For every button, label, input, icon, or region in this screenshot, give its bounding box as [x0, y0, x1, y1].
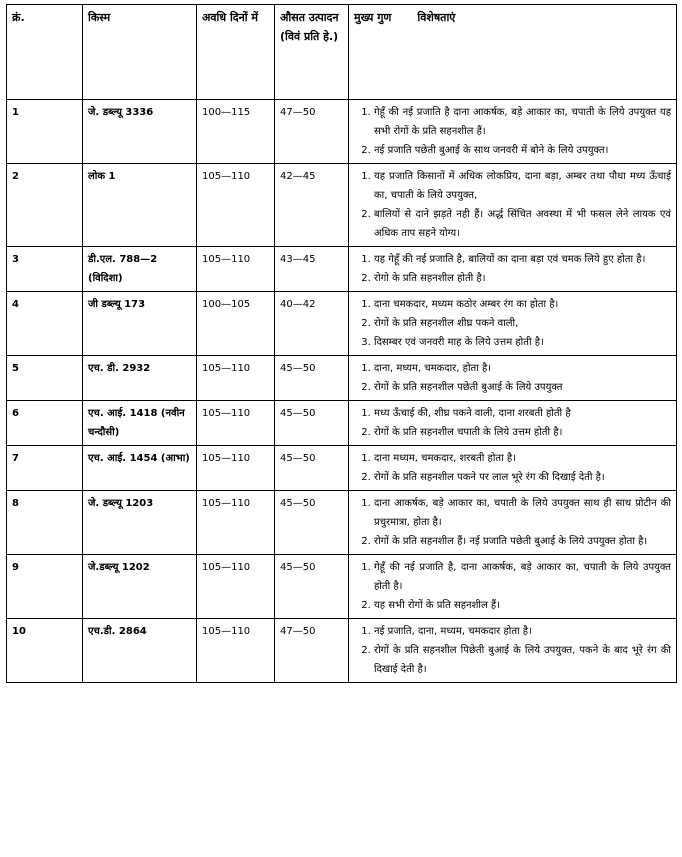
features-list: [354, 494, 671, 551]
yield-cell: 40—42: [275, 292, 349, 356]
table-row: [7, 247, 677, 292]
variety-cell: एच. आई. 1454 (आभा): [83, 446, 197, 491]
features-cell: [349, 100, 677, 164]
features-cell: [349, 619, 677, 683]
feature-item: 1. मध्य ऊँचाई की, शीघ्र पकने वाली, दाना शरबती होती है: [374, 404, 671, 423]
feature-item: 2. रोगों के प्रति सहनशील पिछेती बुआई के लिये उपयुक्त, पकने के बाद भूरे रंग की दिखाई देती है।: [374, 641, 671, 679]
features-cell: [349, 446, 677, 491]
feature-item: 2. नई प्रजाति पछेती बुआई के साथ जनवरी में बोने के लिये उपयुक्त।: [374, 141, 671, 160]
features-list: [354, 167, 671, 243]
table-row: [7, 555, 677, 619]
variety-cell: जे. डब्ल्यू 1203: [83, 491, 197, 555]
features-list: [354, 449, 671, 487]
duration-cell: 105—110: [197, 491, 275, 555]
features-list: [354, 103, 671, 160]
serial-cell: 6: [7, 401, 83, 446]
table-body: [7, 100, 677, 683]
feature-item: 2. रोगों के प्रति सहनशील हैं। नई प्रजाति पछेती बुआई के लिये उपयुक्त होता है।: [374, 532, 671, 551]
yield-cell: 45—50: [275, 555, 349, 619]
serial-cell: 1: [7, 100, 83, 164]
feature-item: 1. दाना मध्यम, चमकदार, शरबती होता है।: [374, 449, 671, 468]
features-cell: [349, 247, 677, 292]
yield-cell: 47—50: [275, 100, 349, 164]
table-row: [7, 100, 677, 164]
duration-cell: 105—110: [197, 555, 275, 619]
features-cell: [349, 292, 677, 356]
duration-cell: 105—110: [197, 356, 275, 401]
variety-cell: डी.एल. 788—2 (विदिशा): [83, 247, 197, 292]
feature-item: 1. गेहूँ की नई प्रजाति है, दाना आकर्षक, बड़े आकार का, चपाती के लिये उपयुक्त होती है।: [374, 558, 671, 596]
variety-cell: जी डब्ल्यू 173: [83, 292, 197, 356]
table-row: [7, 446, 677, 491]
duration-cell: 105—110: [197, 164, 275, 247]
header-duration: अवधि दिनों में: [197, 5, 275, 100]
duration-cell: 100—115: [197, 100, 275, 164]
feature-item: 1. यह गेहूँ की नई प्रजाति है, बालियों का दाना बड़ा एवं चमक लिये हुए होता है।: [374, 250, 671, 269]
header-features: [349, 5, 677, 100]
yield-cell: 45—50: [275, 401, 349, 446]
variety-cell: एच. आई. 1418 (नवीन चन्दौसी): [83, 401, 197, 446]
serial-cell: 10: [7, 619, 83, 683]
table-row: [7, 164, 677, 247]
features-list: [354, 622, 671, 679]
features-list: [354, 250, 671, 288]
serial-cell: 5: [7, 356, 83, 401]
feature-item: 3. दिसम्बर एवं जनवरी माह के लिये उत्तम होती है।: [374, 333, 671, 352]
serial-cell: 3: [7, 247, 83, 292]
feature-item: 2. रोगों के प्रति सहनशील शीघ्र पकने वाली,: [374, 314, 671, 333]
header-features-special: विशेषताएं: [417, 11, 456, 24]
header-serial: क्रं.: [7, 5, 83, 100]
features-cell: [349, 164, 677, 247]
table-row: [7, 401, 677, 446]
yield-cell: 45—50: [275, 356, 349, 401]
serial-cell: 8: [7, 491, 83, 555]
table-row: [7, 491, 677, 555]
table-row: [7, 292, 677, 356]
feature-item: 2. रोगों के प्रति सहनशील चपाती के लिये उत्तम होती है।: [374, 423, 671, 442]
feature-item: 1. दाना आकर्षक, बड़े आकार का, चपाती के लिये उपयुक्त साथ ही साथ प्रोटीन की प्रचुरमात्रा, होता है।: [374, 494, 671, 532]
feature-item: 1. नई प्रजाति, दाना, मध्यम, चमकदार होता है।: [374, 622, 671, 641]
features-list: [354, 404, 671, 442]
serial-cell: 9: [7, 555, 83, 619]
serial-cell: 2: [7, 164, 83, 247]
feature-item: 2. रोगों के प्रति सहनशील पकने पर लाल भूरे रंग की दिखाई देती है।: [374, 468, 671, 487]
features-cell: [349, 491, 677, 555]
feature-item: 1. यह प्रजाति किसानों में अधिक लोकप्रिय, दाना बड़ा, अम्बर तथा पौधा मध्य ऊँचाई का, चपाती के लिये उपयुक्त,: [374, 167, 671, 205]
duration-cell: 105—110: [197, 247, 275, 292]
feature-item: 1. गेहूँ की नई प्रजाति है दाना आकर्षक, बड़े आकार का, चपाती के लिये उपयुक्त यह सभी रोगों के प्रति सहनशील हैं।: [374, 103, 671, 141]
feature-item: 2. रोगो के प्रति सहनशील होती है।: [374, 269, 671, 288]
table-row: [7, 619, 677, 683]
yield-cell: 47—50: [275, 619, 349, 683]
duration-cell: 105—110: [197, 446, 275, 491]
variety-cell: एच. डी. 2932: [83, 356, 197, 401]
feature-item: 2. बालियों से दाने झड़ते नही हैं। अर्द्ध सिंचित अवस्था में भी फसल लेने लायक एवं अधिक ताप सहने योग्य।: [374, 205, 671, 243]
features-cell: [349, 401, 677, 446]
serial-cell: 4: [7, 292, 83, 356]
header-features-main: मुख्य गुण: [354, 11, 392, 24]
yield-cell: 45—50: [275, 446, 349, 491]
features-list: [354, 295, 671, 352]
duration-cell: 105—110: [197, 401, 275, 446]
feature-item: 2. रोगों के प्रति सहनशील पछेती बुआई के लिये उपयुक्त: [374, 378, 671, 397]
feature-item: 1. दाना चमकदार, मध्यम कठोर अम्बर रंग का होता है।: [374, 295, 671, 314]
variety-cell: लोक 1: [83, 164, 197, 247]
header-row: [7, 5, 677, 100]
feature-item: 2. यह सभी रोगों के प्रति सहनशील हैं।: [374, 596, 671, 615]
feature-item: 1. दाना, मध्यम, चमकदार, होता है।: [374, 359, 671, 378]
wheat-varieties-table: [6, 4, 677, 683]
header-variety: किस्म: [83, 5, 197, 100]
variety-cell: जे.डब्ल्यू 1202: [83, 555, 197, 619]
yield-cell: 45—50: [275, 491, 349, 555]
duration-cell: 100—105: [197, 292, 275, 356]
serial-cell: 7: [7, 446, 83, 491]
features-cell: [349, 555, 677, 619]
features-list: [354, 359, 671, 397]
table-row: [7, 356, 677, 401]
features-list: [354, 558, 671, 615]
features-cell: [349, 356, 677, 401]
variety-cell: जे. डब्ल्यू 3336: [83, 100, 197, 164]
variety-cell: एच.डी. 2864: [83, 619, 197, 683]
yield-cell: 42—45: [275, 164, 349, 247]
yield-cell: 43—45: [275, 247, 349, 292]
header-yield: औसत उत्पादन (विवं प्रति हे.): [275, 5, 349, 100]
duration-cell: 105—110: [197, 619, 275, 683]
